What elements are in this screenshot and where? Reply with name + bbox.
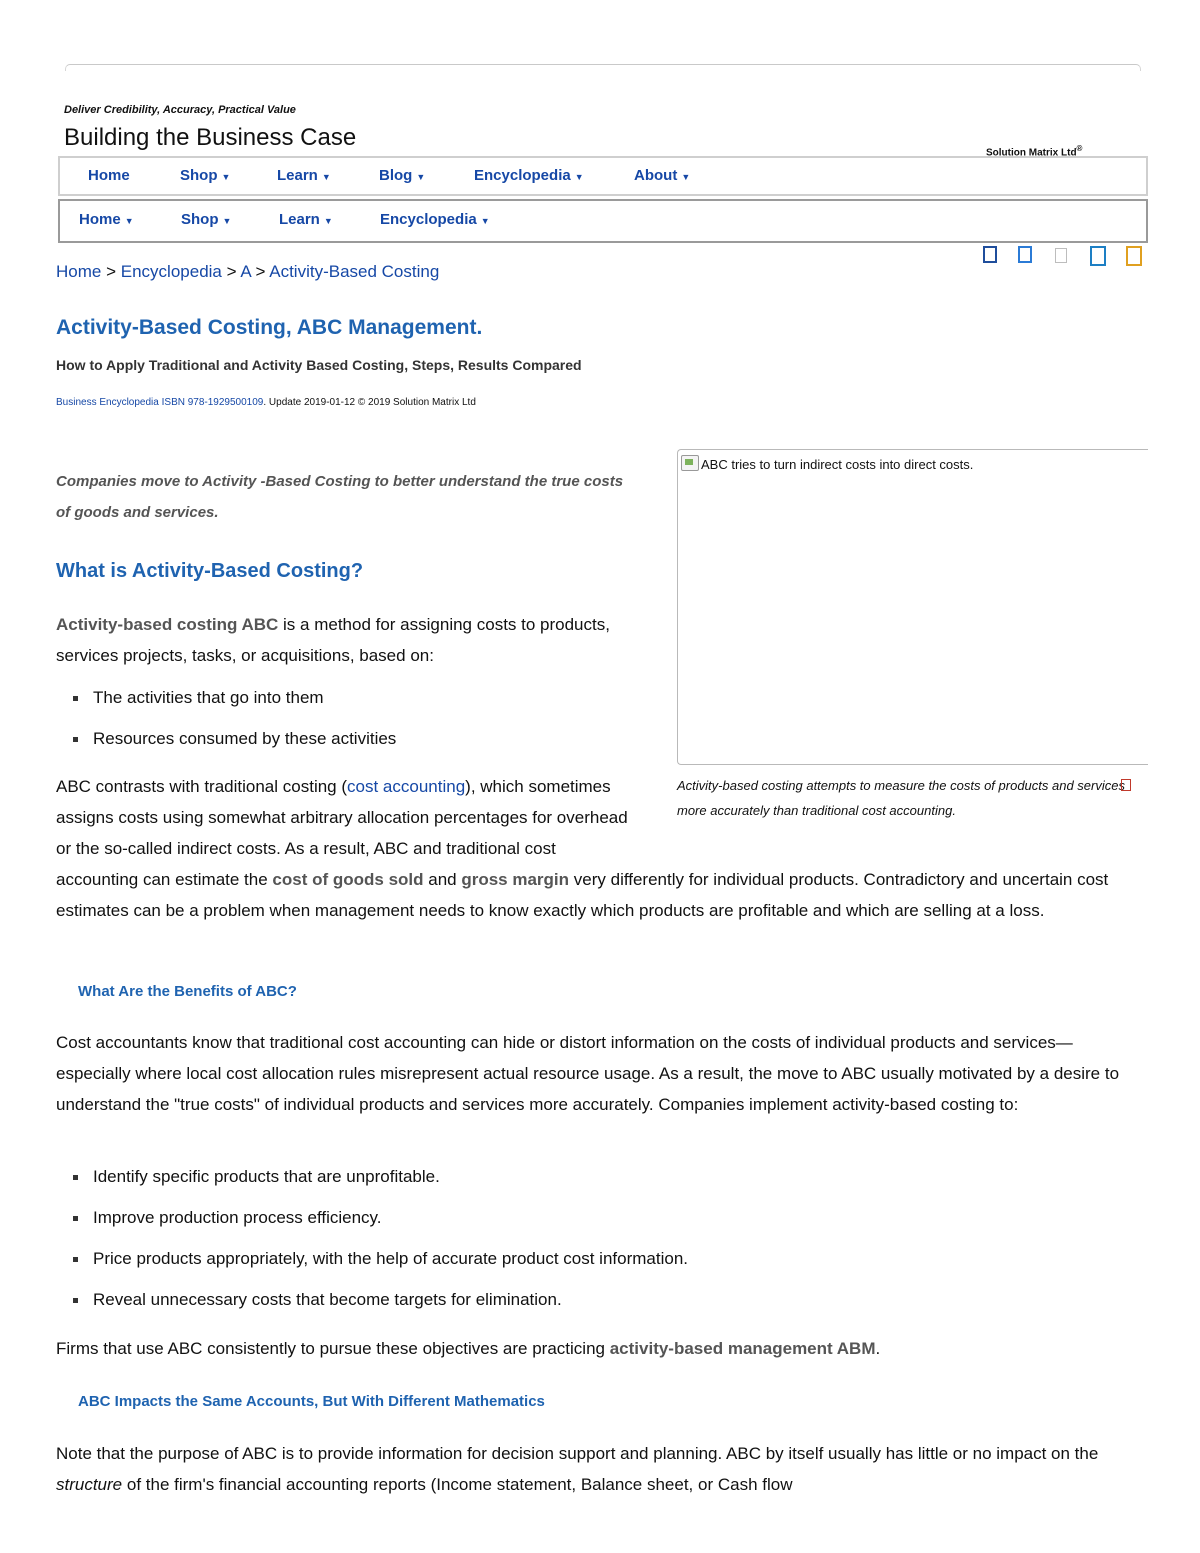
broken-image-icon [681, 455, 699, 471]
chevron-down-icon: ▼ [416, 172, 426, 182]
share-icon[interactable] [1090, 246, 1106, 266]
top-frame-line [65, 64, 1141, 71]
keyword-link[interactable]: Activity-based costing ABC [56, 615, 279, 634]
cogs-link[interactable]: cost of goods sold [272, 870, 424, 889]
share-icon[interactable] [983, 246, 997, 263]
section-heading-benefits: What Are the Benefits of ABC? [78, 983, 297, 1000]
gross-margin-link[interactable]: gross margin [461, 870, 570, 889]
impacts-paragraph: Note that the purpose of ABC is to provide information for decision support and planning. ABC by itself usually has little or no impact on the structure of the firm's financial accounting reports (Income statement, Balance sheet, or Cash flow [56, 1444, 1099, 1494]
section-heading-what-is-abc: What is Activity-Based Costing? [56, 560, 364, 582]
share-icon[interactable] [1126, 246, 1142, 266]
site-title[interactable]: Building the Business Case [64, 124, 357, 151]
site-tagline: Deliver Credibility, Accuracy, Practical Value [64, 104, 296, 116]
chevron-down-icon: ▼ [321, 172, 331, 182]
page-subtitle: How to Apply Traditional and Activity Based Costing, Steps, Results Compared [56, 357, 582, 373]
nav2-home[interactable]: Home ▼ [79, 211, 134, 228]
intro-paragraph: Activity-based costing ABC is a method for assigning costs to products, services projects, tasks, or acquisitions, based on: [56, 615, 610, 665]
nav-encyclopedia[interactable]: Encyclopedia ▼ [474, 167, 584, 184]
breadcrumb-home[interactable]: Home [56, 262, 102, 281]
section-heading-abc-impacts: ABC Impacts the Same Accounts, But With Different Mathematics [78, 1393, 545, 1410]
isbn-line: Business Encyclopedia ISBN 978-1929500109. Update 2019-01-12 © 2019 Solution Matrix Ltd [56, 397, 476, 408]
primary-nav [58, 156, 1148, 196]
company-name[interactable]: Solution Matrix Ltd® [986, 144, 1083, 156]
figure-caption: Activity-based costing attempts to measure the costs of products and services more accurately than traditional cost accounting. [677, 778, 1125, 818]
breadcrumb: Home > Encyclopedia > A > Activity-Based Costing [56, 262, 440, 281]
nav-learn[interactable]: Learn ▼ [277, 167, 331, 184]
chevron-down-icon: ▼ [480, 216, 490, 226]
breadcrumb-a[interactable]: A [240, 262, 251, 281]
nav2-encyclopedia[interactable]: Encyclopedia ▼ [380, 211, 490, 228]
chevron-down-icon: ▼ [222, 216, 232, 226]
nav2-learn[interactable]: Learn ▼ [279, 211, 333, 228]
list-item: Resources consumed by these activities [56, 718, 396, 759]
secondary-nav [58, 199, 1148, 243]
isbn-link[interactable]: Business Encyclopedia ISBN 978-1929500109 [56, 397, 264, 408]
list-item: Reveal unnecessary costs that become targets for elimination. [56, 1279, 688, 1320]
activities-list [56, 677, 396, 759]
nav-about[interactable]: About ▼ [634, 167, 691, 184]
chevron-down-icon: ▼ [221, 172, 231, 182]
page-title: Activity-Based Costing, ABC Management. [56, 316, 483, 339]
nav-home[interactable]: Home [88, 167, 130, 184]
figure-alt: ABC tries to turn indirect costs into direct costs. [681, 455, 973, 472]
nav-shop[interactable]: Shop ▼ [180, 167, 231, 184]
list-item: The activities that go into them [56, 677, 396, 718]
breadcrumb-encyclopedia[interactable]: Encyclopedia [120, 262, 222, 281]
abm-paragraph: Firms that use ABC consistently to pursue these objectives are practicing activity-based management ABM. [56, 1339, 881, 1358]
share-icon[interactable] [1055, 248, 1067, 263]
chevron-down-icon: ▼ [574, 172, 584, 182]
chevron-down-icon: ▼ [323, 216, 333, 226]
figure-image-frame [677, 449, 1148, 765]
breadcrumb-current[interactable]: Activity-Based Costing [269, 262, 440, 281]
benefits-paragraph: Cost accountants know that traditional cost accounting can hide or distort information on the costs of individual products and services—especially where local cost allocation rules misrepresent actual resource usage. As a result, the move to ABC usually motivated by a desire to understand the "true costs" of individual products and services more accurately. Companies implement activity-based costing to: [56, 1033, 1120, 1114]
list-item: Improve production process efficiency. [56, 1197, 688, 1238]
nav-blog[interactable]: Blog ▼ [379, 167, 426, 184]
cost-accounting-link[interactable]: cost accounting [347, 777, 466, 796]
contrast-paragraph: ABC contrasts with traditional costing (cost accounting), which sometimes assigns costs using somewhat arbitrary allocation percentages for overhead or the so-called indirect costs. As a result, ABC and traditional cost accounting can estimate the cost of goods sold and gross margin very differently for individual products. Contradictory and uncertain cost estimates can be a problem when management needs to know exactly which products are profitable and which are selling at a loss. [56, 777, 1109, 920]
abm-link[interactable]: activity-based management ABM [609, 1339, 876, 1358]
list-item: Price products appropriately, with the help of accurate product cost information. [56, 1238, 688, 1279]
benefits-list [56, 1156, 688, 1320]
chevron-down-icon: ▼ [124, 216, 134, 226]
chevron-down-icon: ▼ [681, 172, 691, 182]
nav2-shop[interactable]: Shop ▼ [181, 211, 232, 228]
lead-text: Companies move to Activity -Based Costing to better understand the true costs of goods and services. [56, 473, 624, 521]
list-item: Identify specific products that are unprofitable. [56, 1156, 688, 1197]
share-icon[interactable] [1018, 246, 1032, 263]
